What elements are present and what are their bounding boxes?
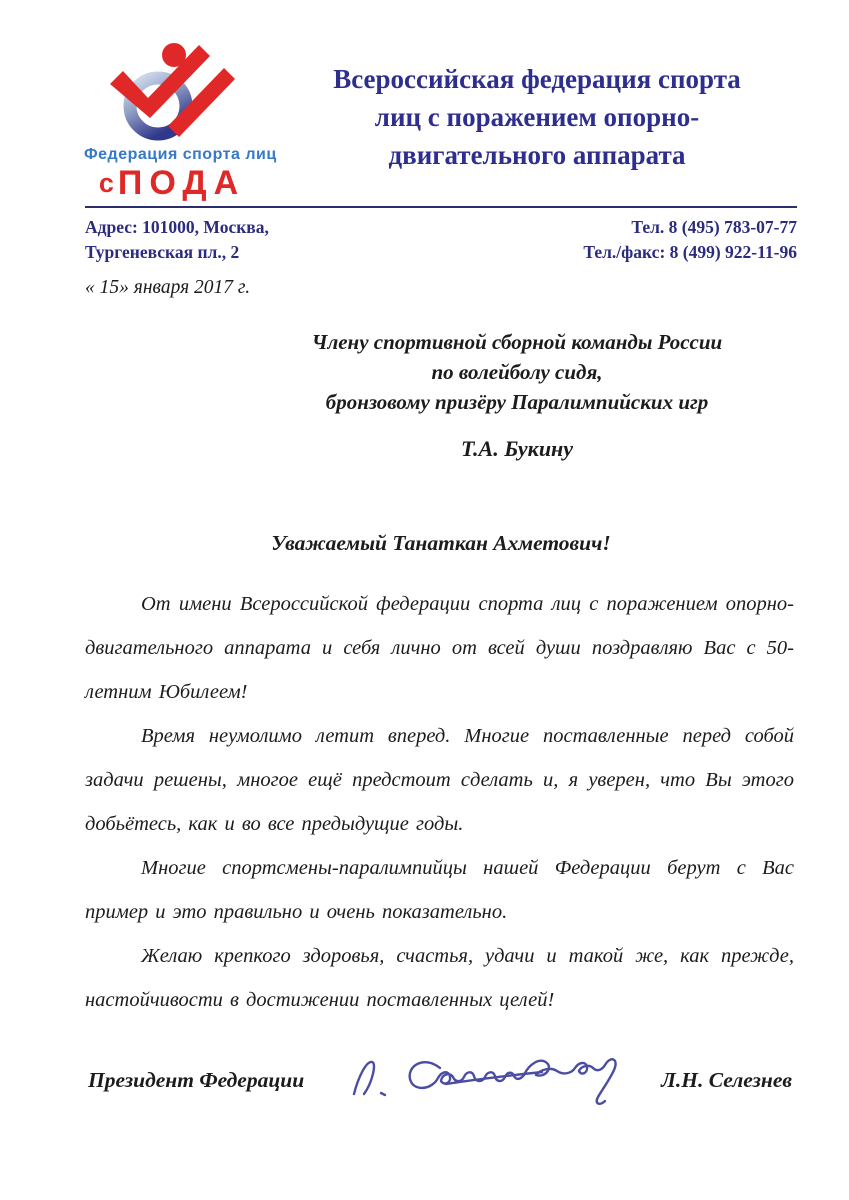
header-divider — [85, 206, 797, 208]
salutation: Уважаемый Танаткан Ахметович! — [271, 531, 611, 555]
body-paragraph: Многие спортсмены-паралимпийцы нашей Федерации берут с Вас пример и это правильно и очень показательно. — [85, 857, 794, 923]
recipient-name: Т.А. Букину — [460, 436, 574, 461]
handwritten-signature — [328, 1028, 623, 1123]
organization-title-line: Всероссийская федерация спорта — [333, 64, 741, 94]
recipient-block — [232, 327, 802, 464]
logo-acronym — [84, 166, 260, 200]
contact-block — [85, 215, 797, 265]
letter-date: « 15» января 2017 г. — [85, 277, 251, 298]
body-paragraph: Время неумолимо летит вперед. Многие поставленные перед собой задачи решены, многое ещё предстоит сделать и, я уверен, что Вы этого добьётесь, как и во все предыдущие годы. — [85, 725, 794, 835]
address-line: Адрес: 101000, Москва, — [85, 217, 269, 237]
organization-title-line: двигательного аппарата — [388, 140, 686, 170]
recipient-line: Члену спортивной сборной команды России — [311, 330, 723, 354]
address-line: Тургеневская пл., 2 — [85, 242, 240, 262]
recipient-line: бронзовому призёру Паралимпийских игр — [325, 390, 709, 414]
wheelchair-figure-checkmark-icon — [96, 42, 248, 142]
logo-caption: Федерация спорта лиц — [84, 146, 277, 163]
phone-block — [583, 215, 797, 265]
organization-title — [278, 60, 796, 174]
body-paragraph: От имени Всероссийской федерации спорта лиц с поражением опорно-двигательного аппарата и себя лично от всей души поздравляю Вас с 50-летним Юбилеем! — [85, 593, 794, 703]
recipient-line: по волейболу сидя, — [431, 360, 603, 384]
phone-line: Тел. 8 (495) 783-07-77 — [631, 217, 797, 237]
signer-role: Президент Федерации — [88, 1068, 305, 1092]
body-paragraph: Желаю крепкого здоровья, счастья, удачи и такой же, как прежде, настойчивости в достижении поставленных целей! — [85, 945, 794, 1011]
federation-logo — [84, 42, 277, 202]
signer-name: Л.Н. Селезнев — [661, 1068, 792, 1092]
letter-body — [85, 582, 794, 1022]
logo-acronym-prefix: с — [98, 168, 118, 198]
address-block — [85, 215, 269, 265]
organization-title-line: лиц с поражением опорно- — [374, 102, 700, 132]
logo-acronym-main: ПОДА — [117, 164, 246, 202]
phone-line: Тел./факс: 8 (499) 922-11-96 — [583, 242, 797, 262]
